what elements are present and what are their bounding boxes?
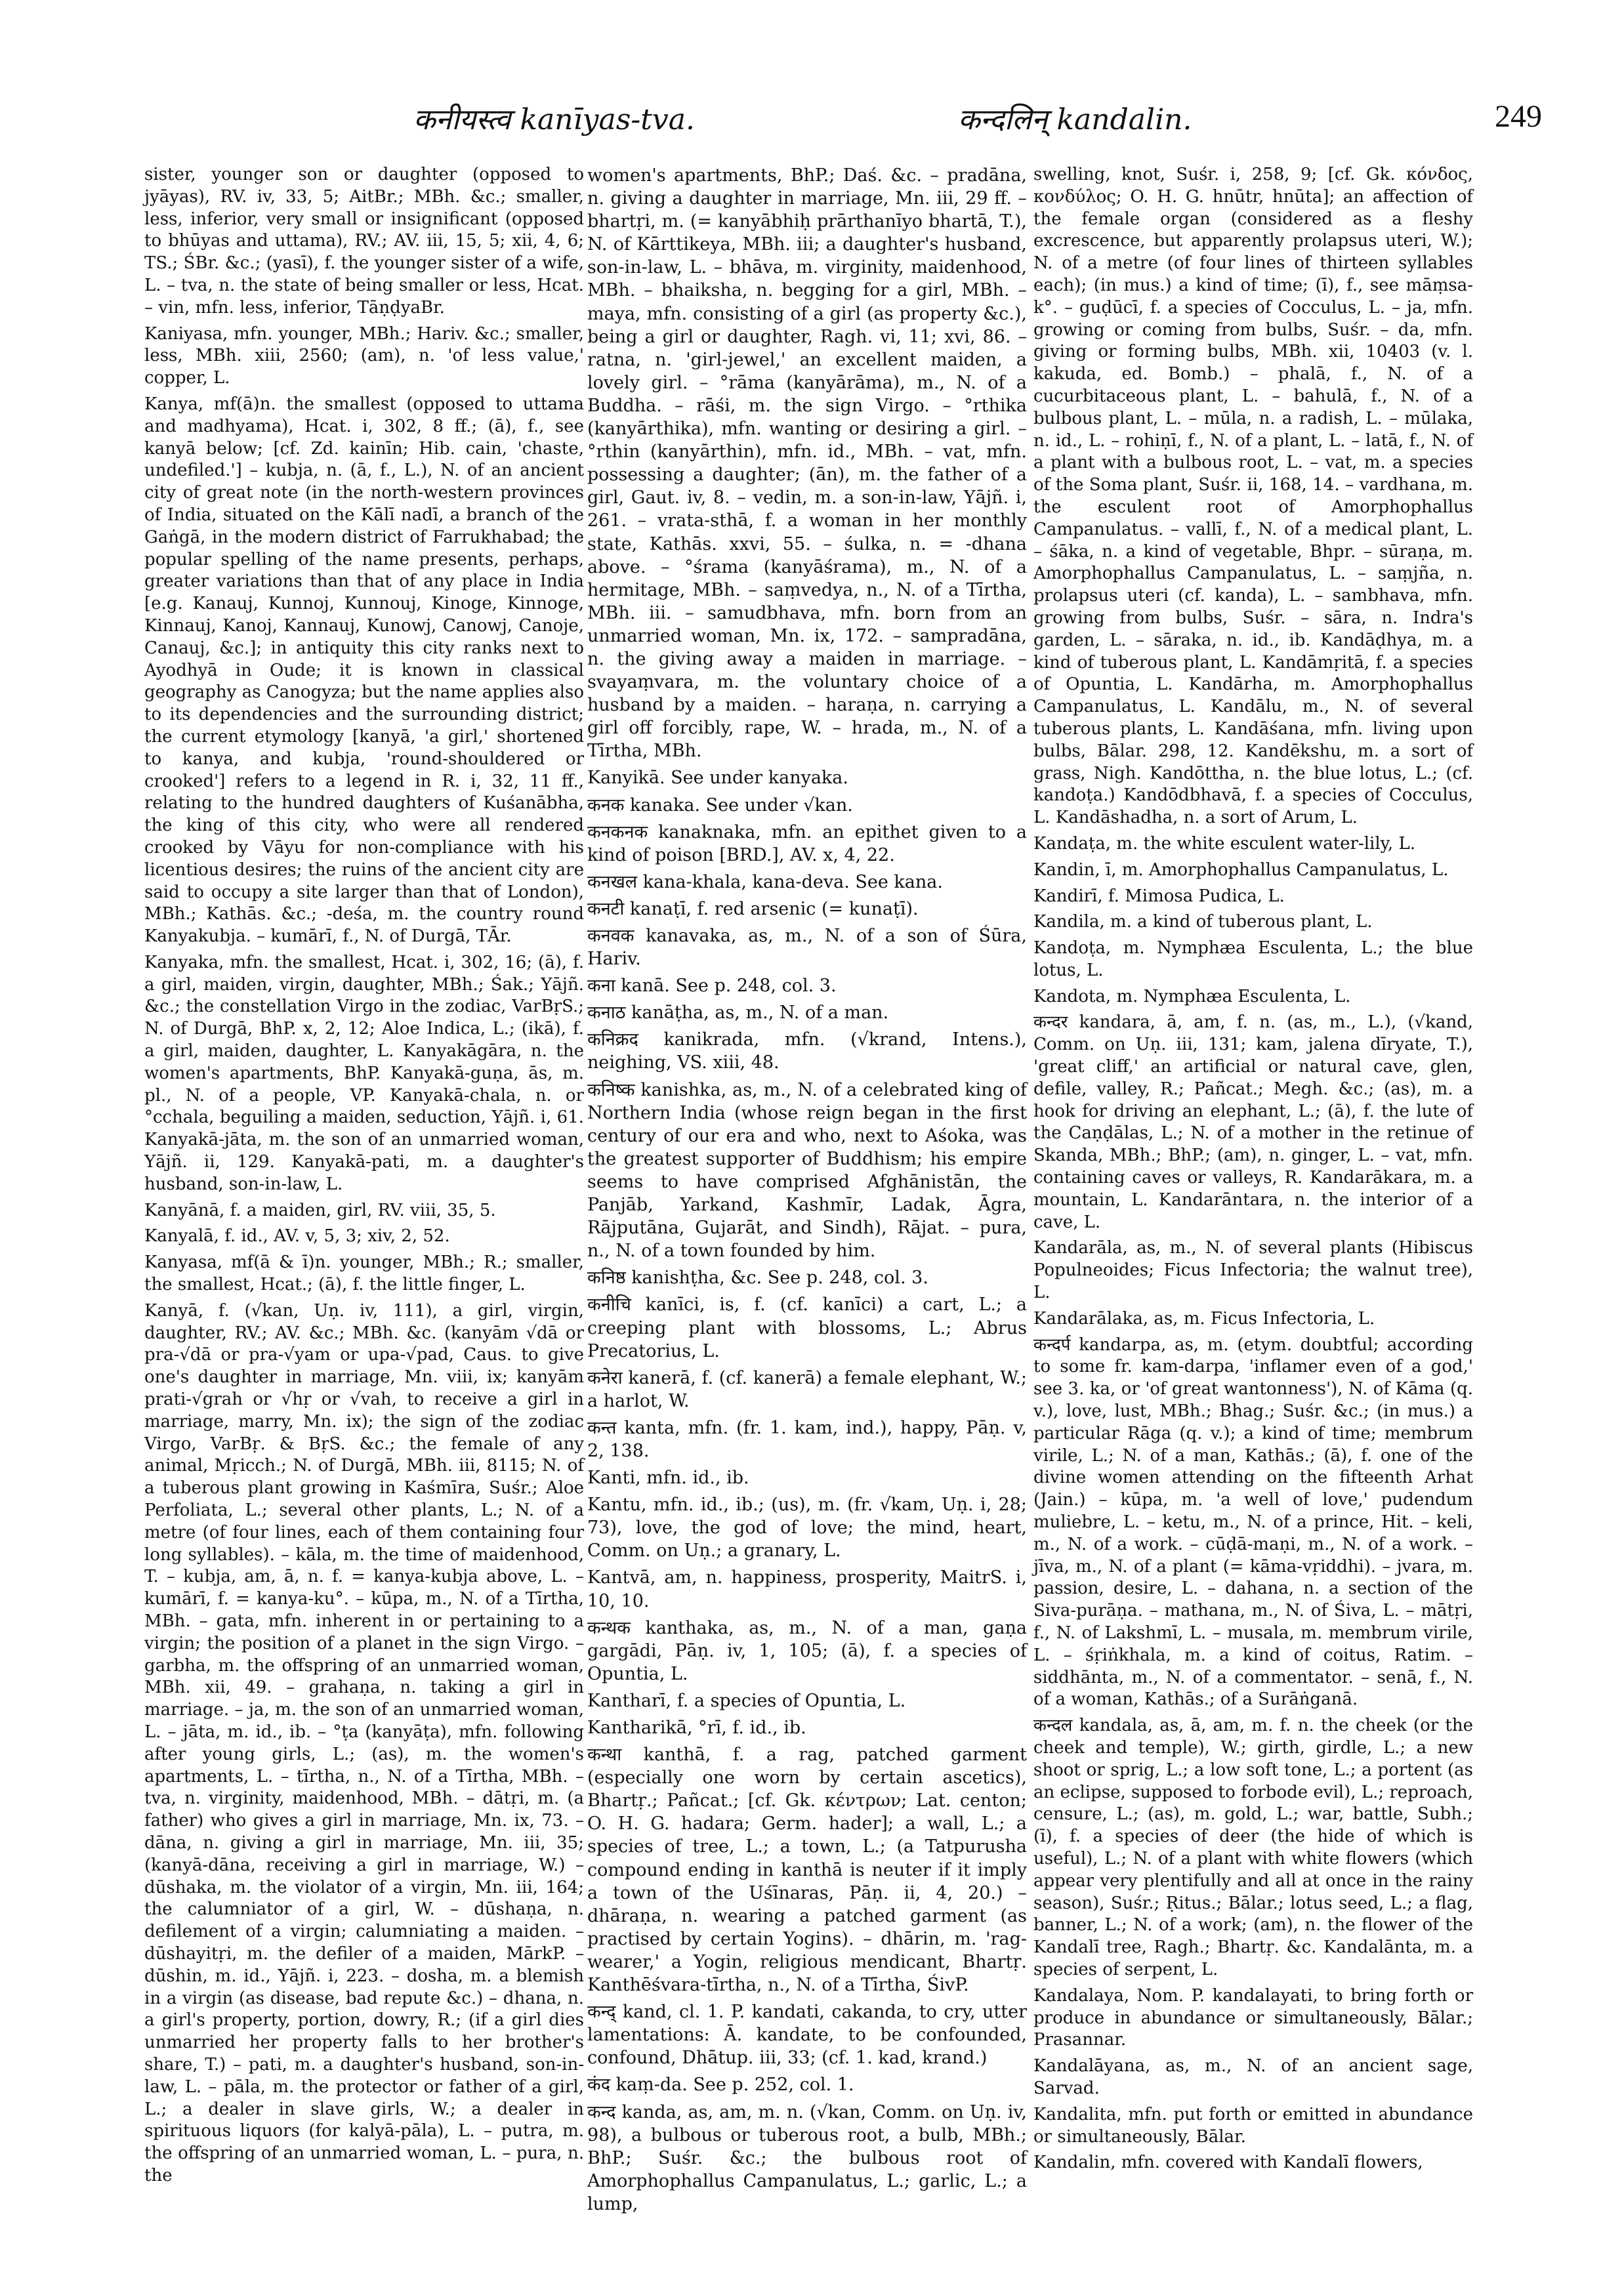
column-left — [144, 164, 584, 2191]
dictionary-entry: Kanyikā. See under kanyaka. — [587, 768, 848, 789]
dictionary-entry: कन्थक kanthaka, as, m., N. of a man, gaṇa gargādi, Pāṇ. iv, 1, 105; (ā), f. a species of Opuntia, L. — [587, 1617, 1027, 1684]
dictionary-entry: Kandaṭa, m. the white esculent water-lily, L. — [1033, 833, 1415, 854]
dictionary-entry: कन्दर kandara, ā, am, f. n. (as, m., L.), (√kand, Comm. on Uṇ. iii, 131; kam, jalena dīryate, T.), 'great cliff,' an artificial or natural cave, glen, defile, valley, R.; Pañcat.; Megh. &c.; (as), m. a hook for driving an elephant, L.; (ā), f. the lute of the Caṇḍālas, L.; N. of a mother in the retinue of Skanda, MBh.; BhP.; (am), n. ginger, L. – vat, mfn. containing caves or valleys, R. Kandarākara, m. a mountain, L. Kandarāntara, n. the interior of a cave, L. — [1033, 1012, 1473, 1232]
column-middle — [587, 164, 1027, 2220]
dictionary-entry: Kandalaya, Nom. P. kandalayati, to bring forth or produce in abundance or simultaneously, Bālar.; Prasannar. — [1033, 1985, 1473, 2050]
dictionary-entry: कनक kanaka. See under √kan. — [587, 795, 853, 816]
dictionary-entry: Kanyaka, mfn. the smallest, Hcat. i, 302, 16; (ā), f. a girl, maiden, virgin, daughter, MBh.; Śak.; Yājñ. &c.; the constellation Virgo in the zodiac, VarBṛS.; N. of Durgā, BhP. x, 2, 12; Aloe Indica, L.; (ikā), f. a girl, maiden, daughter, L. Kanyakāgāra, n. the women's apartments, BhP. Kanyakā-guṇa, ās, m. pl., N. of a people, VP. Kanyakā-chala, n. or °cchala, beguiling a maiden, seduction, Yājñ. i, 61. Kanyakā-jāta, m. the son of an unmarried woman, Yājñ. ii, 129. Kanyakā-pati, m. a daughter's husband, son-in-law, L. — [144, 952, 584, 1194]
dictionary-entry: कनिष्क kanishka, as, m., N. of a celebrated king of Northern India (whose reign began in the first century of our era and who, next to Aśoka, was the greatest supporter of Buddhism; his empire seems to have comprised Afghānistān, the Panjāb, Yarkand, Kashmīr, Ladak, Āgra, Rājputāna, Gujarāt, and Sindh), Rājat. – pura, n., N. of a town founded by him. — [587, 1079, 1027, 1262]
dictionary-entry: Kanyalā, f. id., AV. v, 5, 3; xiv, 2, 52. — [144, 1226, 450, 1247]
dictionary-entry: Kantu, mfn. id., ib.; (us), m. (fr. √kam, Uṇ. i, 28; 73), love, the god of love; the mind, heart, Comm. on Uṇ.; a granary, L. — [587, 1495, 1027, 1561]
dictionary-entry: कनाठ kanāṭha, as, m., N. of a man. — [587, 1003, 889, 1023]
dictionary-entry: Kanti, mfn. id., ib. — [587, 1468, 749, 1489]
dictionary-entry: कन्था kanthā, f. a rag, patched garment (especially one worn by certain ascetics), Bhartṛ.; Pañcat.; [cf. Gk. κέντρων; Lat. centon; O. H. G. hadara; Germ. hader]; a wall, L.; a species of tree, L.; a town, L.; (a Tatpurusha compound ending in kanthā is neuter if it imply a town of the Uśīnaras, Pāṇ. ii, 4, 20.) – dhāraṇa, n. wearing a patched garment (as practised by certain Yogins). – dhārin, m. 'rag-wearer,' a Yogin, religious mendicant, Bhartṛ. Kanthēśvara-tīrtha, n., N. of a Tīrtha, ŚivP. — [587, 1745, 1027, 1996]
dictionary-entry: Kanyā, f. (√kan, Uṇ. iv, 111), a girl, virgin, daughter, RV.; AV. &c.; MBh. &c. (kanyām √dā or pra-√dā or pra-√yam or upa-√pad, Caus. to give one's daughter in marriage, Mn. viii, ix; kanyām prati-√grah or √hṛ or √vah, to receive a girl in marriage, marry, Mn. ix); the sign of the zodiac Virgo, VarBṛ. & BṛS. &c.; the female of any animal, Mṛicch.; N. of Durgā, MBh. iii, 8115; N. of a tuberous plant growing in Kaśmīra, Suśr.; Aloe Perfoliata, L.; several other plants, L.; N. of a metre (of four lines, each of them containing four long syllables). – kāla, m. the time of maidenhood, T. – kubja, am, ā, n. f. = kanya-kubja above, L. – kumārī, f. = kanya-ku°. – kūpa, m., N. of a Tīrtha, MBh. – gata, mfn. inherent in or pertaining to a virgin; the position of a planet in the sign Virgo. – garbha, m. the offspring of an unmarried woman, MBh. xii, 49. – grahaṇa, n. taking a girl in marriage. – ja, m. the son of an unmarried woman, L. – jāta, m. id., ib. – °ṭa (kanyāṭa), mfn. following after young girls, L.; (as), m. the women's apartments, L. – tīrtha, n., N. of a Tīrtha, MBh. – tva, n. virginity, maidenhood, MBh. – dātṛi, m. (a father) who gives a girl in marriage, Mn. ix, 73. – dāna, n. giving a girl in marriage, Mn. iii, 35; (kanyā-dāna, receiving a girl in marriage, W.) – dūshaka, m. the violator of a virgin, Mn. iii, 164; the calumniator of a girl, W. – dūshaṇa, n. defilement of a virgin; calumniating a maiden. – dūshayitṛi, m. the defiler of a maiden, MārkP. – dūshin, m. id., Yājñ. i, 223. – dosha, m. a blemish in a virgin (as disease, bad repute &c.) – dhana, n. a girl's property, portion, dowry, R.; (if a girl dies unmarried her property falls to her brother's share, T.) – pati, m. a daughter's husband, son-in-law, L. – pāla, m. the protector or father of a girl, L.; a dealer in slave girls, W.; a dealer in spirituous liquors (for kalyā-pāla), L. – putra, m. the offspring of an unmarried woman, L. – pura, n. the — [144, 1300, 584, 2185]
dictionary-entry: Kandota, m. Nymphæa Esculenta, L. — [1033, 986, 1351, 1006]
dictionary-entry: Kanyasa, mf(ā & ī)n. younger, MBh.; R.; smaller, the smallest, Hcat.; (ā), f. the little finger, L. — [144, 1252, 584, 1295]
dictionary-entry: Kandarāla, as, m., N. of several plants (Hibiscus Populneoides; Ficus Infectoria; the walnut tree), L. — [1033, 1238, 1473, 1303]
left-running-head: कनीयस्त्व kanīyas-tva. — [413, 103, 695, 136]
dictionary-entry: कंद kaṃ-da. See p. 252, col. 1. — [587, 2075, 854, 2096]
dictionary-entry: Kandirī, f. Mimosa Pudica, L. — [1033, 886, 1285, 906]
dictionary-entry: Kandalin, mfn. covered with Kandalī flowers, — [1033, 2153, 1423, 2173]
dictionary-entry: Kaniyasa, mfn. younger, MBh.; Hariv. &c.; smaller, less, MBh. xiii, 2560; (am), n. 'of less value,' copper, L. — [144, 323, 584, 388]
dictionary-entry: Kandalāyana, as, m., N. of an ancient sage, Sarvad. — [1033, 2056, 1473, 2098]
page-number: 249 — [1495, 99, 1542, 134]
dictionary-entry: Kandalita, mfn. put forth or emitted in abundance or simultaneously, Bālar. — [1033, 2104, 1473, 2147]
dictionary-entry: कनेरा kanerā, f. (cf. kanerā) a female elephant, W.; a harlot, W. — [587, 1367, 1027, 1411]
dictionary-entry: कनिष्ठ kanishṭha, &c. See p. 248, col. 3. — [587, 1268, 928, 1289]
page-header — [131, 98, 1542, 144]
dictionary-entry: sister, younger son or daughter (opposed to jyāyas), RV. iv, 33, 5; AitBr.; MBh. &c.; smaller, less, inferior, very small or insignificant (opposed to bhūyas and uttama), RV.; AV. iii, 15, 5; xii, 4, 6; TS.; ŚBr. &c.; (yasī), f. the younger sister of a wife, L. – tva, n. the state of being smaller or less, Hcat. – vin, mfn. less, inferior, TāṇḍyaBr. — [144, 165, 584, 318]
dictionary-entry: Kanya, mf(ā)n. the smallest (opposed to uttama and madhyama), Hcat. i, 302, 8 ff.; (ā), f., see kanyā below; [cf. Zd. kainīn; Hib. cain, 'chaste, undefiled.'] – kubja, n. (ā, f., L.), N. of an ancient city of great note (in the north-western provinces of India, situated on the Kālī nadī, a branch of the Gaṅgā, in the modern district of Farrukhabad; the popular spelling of the name presents, perhaps, greater variations than that of any place in India [e.g. Kanauj, Kunnoj, Kunnouj, Kinoge, Kinnoge, Kinnauj, Kanoj, Kannauj, Kunowj, Canowj, Canoje, Canauj, &c.]; in antiquity this city ranks next to Ayodhyā in Oude; it is known in classical geography as Canogyza; but the name applies also to its dependencies and the surrounding district; the current etymology [kanyā, 'a girl,' shortened to kanya, and kubja, 'round-shouldered or crooked'] refers to a legend in R. i, 32, 11 ff., relating to the hundred daughters of Kuśanābha, the king of this city, who were all rendered crooked by Vāyu for non-compliance with his licentious desires; the ruins of the ancient city are said to occupy a site larger than that of London), MBh.; Kathās. &c.; -deśa, m. the country round Kanyakubja. – kumārī, f., N. of Durgā, TĀr. — [144, 394, 584, 947]
dictionary-entry: Kanyānā, f. a maiden, girl, RV. viii, 35, 5. — [144, 1200, 496, 1220]
dictionary-entry: swelling, knot, Suśr. i, 258, 9; [cf. Gk. κόνδος, κονδύλος; O. H. G. hnūtr, hnūta]; an affection of the female organ (considered as a fleshy excrescence, but apparently prolapsus uteri, W.); N. of a metre (of four lines of thirteen syllables each); (in mus.) a kind of time; (ī), f., see māṃsa-k°. – guḍūcī, f. a species of Cocculus, L. – ja, mfn. growing or coming from bulbs, Suśr. – da, mfn. giving or forming bulbs, MBh. xii, 10403 (v. l. kakuda, ed. Bomb.) – phalā, f., N. of a cucurbitaceous plant, L. – bahulā, f., N. of a bulbous plant, L. – mūla, n. a radish, L. – mūlaka, n. id., L. – rohiṇī, f., N. of a plant, L. – latā, f., N. of a plant with a bulbous root, L. – vat, m. a species of the Soma plant, Suśr. ii, 168, 14. – vardhana, m. the esculent root of Amorphophallus Campanulatus. – vallī, f., N. of a medical plant, L. – śāka, n. a kind of vegetable, Bhpr. – sūraṇa, m. Amorphophallus Campanulatus, L. – saṃjña, n. prolapsus uteri (cf. kanda), L. – sambhava, mfn. growing from bulbs, Suśr. – sāra, n. Indra's garden, L. – sāraka, n. id., ib. Kandāḍhya, m. a kind of tuberous plant, L. Kandāmṛitā, f. a species of Opuntia, L. Kandārha, m. Amorphophallus Campanulatus, L. Kandālu, m., N. of several tuberous plants, L. Kandāśana, mfn. living upon bulbs, Bālar. 298, 12. Kandēkshu, m. a sort of grass, Nigh. Kandōttha, n. the blue lotus, L.; (cf. kandoṭa.) Kandōdbhavā, f. a species of Cocculus, L. Kandāshadha, n. a sort of Arum, L. — [1033, 165, 1473, 828]
dictionary-entry: Kandin, ī, m. Amorphophallus Campanulatus, L. — [1033, 859, 1449, 880]
right-running-head: कन्दलिन् kandalin. — [958, 103, 1192, 136]
dictionary-entry: Kantharikā, °rī, f. id., ib. — [587, 1718, 806, 1738]
dictionary-entry: कन्द् kand, cl. 1. P. kandati, cakanda, to cry, utter lamentations: Ā. kandate, to be confounded, confound, Dhātup. iii, 33; (cf. 1. kad, krand.) — [587, 2002, 1027, 2069]
dictionary-entry: कनिक्रद kanikrada, mfn. (√krand, Intens.), neighing, VS. xiii, 48. — [587, 1029, 1027, 1073]
dictionary-entry: Kandoṭa, m. Nymphæa Esculenta, L.; the blue lotus, L. — [1033, 938, 1473, 980]
dictionary-entry: कनकनक kanaknaka, mfn. an epithet given to a kind of poison [BRD.], AV. x, 4, 22. — [587, 821, 1027, 865]
dictionary-entry: कन्दल kandala, as, ā, am, m. f. n. the cheek (or the cheek and temple), W.; girth, girdle, L.; a new shoot or sprig, L.; a low soft tone, L.; a portent (as an eclipse, supposed to forbode evil), L.; reproach, censure, L.; (as), m. gold, L.; war, battle, Subh.; (ī), f. a species of deer (the hide of which is useful), L.; N. of a plant with white flowers (which appear very plentifully and all at once in the rainy season), Suśr.; Ṛitus.; Bālar.; lotus seed, L.; a flag, banner, L.; N. of a work; (am), n. the flower of the Kandalī tree, Ragh.; Bhartṛ. &c. Kandalānta, m. a species of serpent, L. — [1033, 1716, 1473, 1979]
dictionary-entry: कना kanā. See p. 248, col. 3. — [587, 976, 837, 997]
dictionary-entry: Kantvā, am, n. happiness, prosperity, MaitrS. i, 10, 10. — [587, 1567, 1027, 1611]
dictionary-entry: कनटी kanaṭī, f. red arsenic (= kunaṭī). — [587, 898, 919, 919]
dictionary-entry: Kandarālaka, as, m. Ficus Infectoria, L. — [1033, 1308, 1375, 1329]
dictionary-entry: women's apartments, BhP.; Daś. &c. – pradāna, n. giving a daughter in marriage, Mn. iii, 29 ff. – bhartṛi, m. (= kanyābhiḥ prārthanīyo bhartā, T.), N. of Kārttikeya, MBh. iii; a daughter's husband, son-in-law, L. – bhāva, m. virginity, maidenhood, MBh. – bhaiksha, n. begging for a girl, MBh. – maya, mfn. consisting of a girl (as property &c.), being a girl or daughter, Ragh. vi, 11; xvi, 86. – ratna, n. 'girl-jewel,' an excellent maiden, a lovely girl. – °rāma (kanyārāma), m., N. of a Buddha. – rāśi, m. the sign Virgo. – °rthika (kanyārthika), mfn. wanting or desiring a girl. – °rthin (kanyārthin), mfn. id., MBh. – vat, mfn. possessing a daughter; (ān), m. the father of a girl, Gaut. iv, 8. – vedin, m. a son-in-law, Yājñ. i, 261. – vrata-sthā, f. a woman in her monthly state, Kathās. xxvi, 55. – śulka, n. = -dhana above. – °śrama (kanyāśrama), m., N. of a hermitage, MBh. – saṃvedya, n., N. of a Tīrtha, MBh. iii. – samudbhava, mfn. born from an unmarried woman, Mn. ix, 172. – sampradāna, n. the giving away a maiden in marriage. – svayaṃvara, m. the voluntary choice of a husband by a maiden. – haraṇa, n. carrying a girl off forcibly, rape, W. – hrada, m., N. of a Tīrtha, MBh. — [587, 165, 1027, 762]
dictionary-entry: Kandila, m. a kind of tuberous plant, L. — [1033, 912, 1373, 932]
dictionary-entry: कन्दर्प kandarpa, as, m. (etym. doubtful; according to some fr. kam-darpa, 'inflamer even of a god,' see 3. ka, or 'of great wantonness'), N. of Kāma (q. v.), love, lust, MBh.; Bhag.; Suśr. &c.; (in mus.) a particular Rāga (q. v.); a kind of time; membrum virile, L.; N. of a man, Kathās.; (ā), f. one of the divine women attending on the fifteenth Arhat (Jain.) – kūpa, m. 'a well of love,' pudendum muliebre, L. – ketu, m., N. of a prince, Hit. – keli, m., N. of a work. – cūḍā-maṇi, m., N. of a work. – jīva, m., N. of a plant (= kāma-vṛiddhi). – jvara, m. passion, desire, L. – dahana, n. a section of the Siva-purāṇa. – mathana, m., N. of Śiva, L. – mātṛi, f., N. of Lakshmī, L. – musala, m. membrum virile, L. – śṛiṅkhala, m. a kind of coitus, Ratim. – siddhānta, m., N. of a commentator. – senā, f., N. of a woman, Kathās.; of a Surāṅganā. — [1033, 1334, 1473, 1710]
column-right — [1033, 164, 1473, 2178]
dictionary-entry: कन्त kanta, mfn. (fr. 1. kam, ind.), happy, Pāṇ. v, 2, 138. — [587, 1417, 1027, 1461]
dictionary-entry: Kantharī, f. a species of Opuntia, L. — [587, 1690, 906, 1711]
dictionary-entry: कनवक kanavaka, as, m., N. of a son of Śūra, Hariv. — [587, 926, 1027, 970]
dictionary-entry: कन्द kanda, as, am, m. n. (√kan, Comm. on Uṇ. iv, 98), a bulbous or tuberous root, a bulb, MBh.; BhP.; Suśr. &c.; the bulbous root of Amorphophallus Campanulatus, L.; garlic, L.; a lump, — [587, 2101, 1027, 2214]
dictionary-entry: कनीचि kanīci, is, f. (cf. kanīci) a cart, L.; a creeping plant with blossoms, L.; Abrus Precatorius, L. — [587, 1294, 1027, 1361]
dictionary-entry: कनखल kana-khala, kana-deva. See kana. — [587, 871, 943, 892]
